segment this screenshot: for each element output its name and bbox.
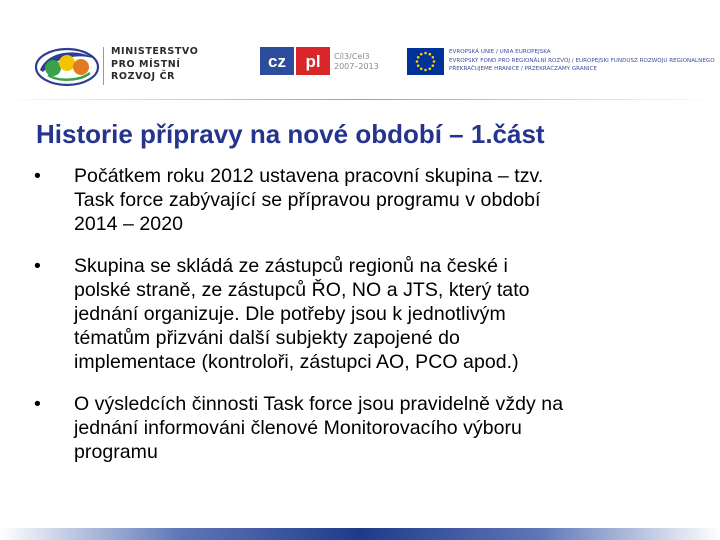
- czpl-logo-right: PL: [305, 52, 321, 71]
- bullet-line: Task force zabývající se přípravou programu v období: [74, 189, 541, 211]
- header-band: [0, 99, 720, 100]
- bullet-text: [74, 392, 702, 464]
- czpl-subtitle-line: Cíl3/Cel3: [334, 52, 370, 61]
- bullet-mark: •: [34, 393, 41, 415]
- slide-header: [0, 0, 720, 100]
- bullet-line: implementace (kontroloři, zástupci AO, PCO apod.): [74, 351, 519, 373]
- bullet-line: jednání organizuje. Dle potřeby jsou k jednotlivým: [74, 303, 506, 325]
- bullet-line: polské straně, ze zástupců ŘO, NO a JTS, který tato: [74, 279, 530, 301]
- bullet-list: [30, 164, 702, 482]
- slide-title: Historie přípravy na nové období – 1.část: [36, 119, 545, 149]
- bullet-line: O výsledcích činnosti Task force jsou pravidelně vždy na: [74, 393, 564, 415]
- czpl-logo-icon: [260, 47, 332, 75]
- eu-line: PŘEKRAČUJEME HRANICE / PRZEKRACZAMY GRANICE: [449, 66, 597, 72]
- bullet-item: [30, 254, 702, 374]
- bullet-line: Počátkem roku 2012 ustavena pracovní skupina – tzv.: [74, 165, 544, 187]
- bullet-text: [74, 254, 702, 374]
- bullet-line: jednání informováni členové Monitorovacího výboru: [74, 417, 522, 439]
- bullet-mark: •: [34, 255, 41, 277]
- eu-line: EVROPSKÝ FOND PRO REGIONÁLNÍ ROZVOJ / EUROPEJSKI FUNDUSZ ROZWOJU REGIONALNEGO: [449, 57, 715, 64]
- bullet-item: [30, 392, 702, 464]
- footer-band: [0, 528, 720, 540]
- czpl-subtitle: [334, 52, 379, 72]
- eu-fund-text: [449, 48, 715, 74]
- czpl-subtitle-line: 2007–2013: [334, 62, 379, 71]
- ministry-line: PRO MÍSTNÍ: [111, 58, 181, 70]
- ministry-line: MINISTERSTVO: [111, 46, 199, 57]
- ministry-line: ROZVOJ ČR: [111, 71, 176, 82]
- bullet-text: [74, 164, 702, 236]
- bullet-line: 2014 – 2020: [74, 213, 183, 235]
- bullet-line: programu: [74, 441, 158, 463]
- mmr-logo-icon: [34, 44, 104, 88]
- eu-line: EVROPSKÁ UNIE / UNIA EUROPEJSKA: [449, 49, 551, 55]
- bullet-mark: •: [34, 165, 41, 187]
- bullet-item: [30, 164, 702, 236]
- logo-divider: [103, 47, 104, 85]
- eu-flag-icon: [407, 48, 444, 75]
- bullet-line: Skupina se skládá ze zástupců regionů na české i: [74, 255, 508, 277]
- czpl-logo-left: CZ: [268, 52, 286, 71]
- bullet-line: tématům přizváni další subjekty zapojené do: [74, 327, 460, 349]
- ministry-name: [111, 46, 198, 84]
